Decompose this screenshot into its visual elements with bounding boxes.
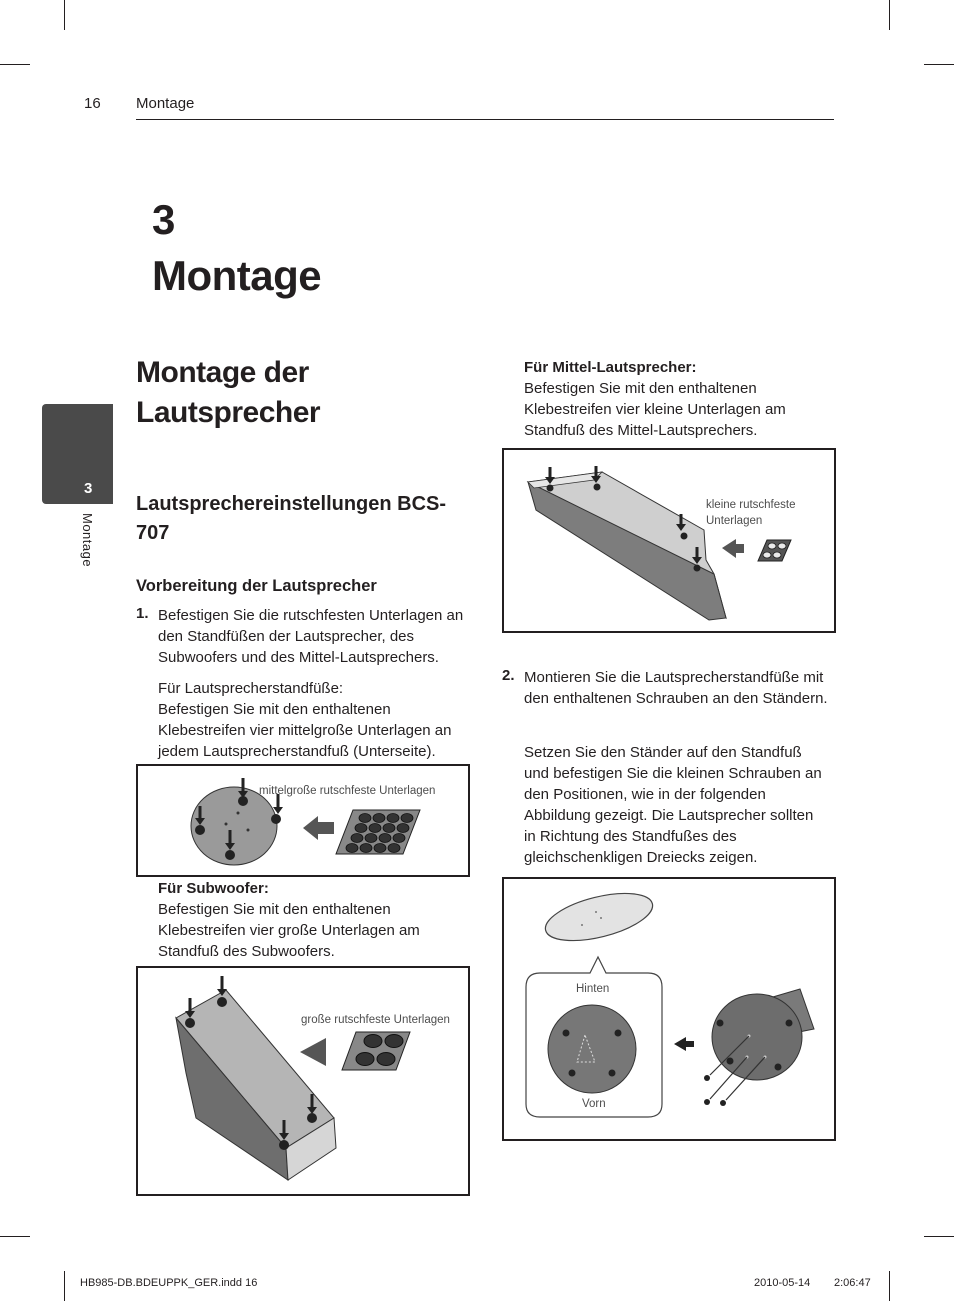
speaker-stand-label: Für Lautsprecherstandfüße: (158, 680, 344, 697)
speaker-stand-text: Befestigen Sie mit den enthaltenen Klebestreifen vier mittelgroße Unterlagen an jedem Lautsprecherstandfuß (Unterseite). (158, 701, 452, 760)
small-pads-label-line1: kleine rutschfeste (706, 499, 796, 511)
figure-speaker-stand-pads (136, 764, 470, 877)
front-label: Vorn (582, 1098, 606, 1110)
side-tab-label: Montage (80, 513, 95, 568)
small-pads-label (706, 497, 796, 529)
footer-time: 2:06:47 (834, 1277, 871, 1289)
medium-pads-label: mittelgroße rutschfeste Unterlagen (259, 785, 436, 797)
sub-subsection-heading: Vorbereitung der Lautsprecher (136, 577, 377, 595)
figure-subwoofer-pads (136, 966, 470, 1196)
speaker-stand-instructions (158, 678, 474, 762)
stand-assembly-illustration (504, 879, 834, 1139)
step-number: 1. (136, 605, 149, 622)
subwoofer-instructions (158, 878, 470, 962)
crop-mark (0, 1236, 30, 1237)
small-pads-label-line2: Unterlagen (706, 515, 763, 527)
subwoofer-text: Befestigen Sie mit den enthaltenen Klebestreifen vier große Unterlagen am Standfuß des Subwoofers. (158, 901, 420, 960)
header-section-title: Montage (136, 95, 195, 112)
step-number: 2. (502, 667, 515, 684)
section-heading: Montage der Lautsprecher (136, 356, 321, 429)
side-tab-number: 3 (84, 480, 93, 497)
figure-stand-assembly (502, 877, 836, 1141)
step-text: Montieren Sie die Lautsprecherstandfüße mit den enthaltenen Schrauben an den Ständern. (524, 669, 828, 707)
crop-mark (889, 1271, 890, 1301)
step-text: Befestigen Sie die rutschfesten Unterlagen an den Standfüßen der Lautsprecher, des Subwoofers und des Mittel-Lautsprechers. (158, 607, 464, 666)
crop-mark (64, 1271, 65, 1301)
step-text-detail: Setzen Sie den Ständer auf den Standfuß und befestigen Sie die kleinen Schrauben an den Positionen, wie in der folgenden Abbildung gezeigt. Die Lautsprecher sollten in Richtung des Standfußes des gleichschenkligen Dreiecks zeigen. (524, 744, 822, 866)
large-pads-label: große rutschfeste Unterlagen (301, 1014, 450, 1026)
center-speaker-label: Für Mittel-Lautsprecher: (524, 359, 697, 376)
crop-mark (889, 0, 890, 30)
chapter-title: Montage (152, 252, 322, 299)
center-speaker-illustration (504, 450, 834, 631)
chapter-heading (152, 192, 321, 304)
footer-date: 2010-05-14 (754, 1277, 811, 1289)
chapter-number: 3 (152, 196, 175, 243)
crop-mark (924, 64, 954, 65)
crop-mark (924, 1236, 954, 1237)
crop-mark (0, 64, 30, 65)
subsection-heading: Lautsprechereinstellungen BCS-707 (136, 493, 447, 544)
subwoofer-label: Für Subwoofer: (158, 880, 269, 897)
center-speaker-text: Befestigen Sie mit den enthaltenen Klebestreifen vier kleine Unterlagen am Standfuß des Mittel-Lautsprechers. (524, 380, 786, 439)
page-number: 16 (84, 95, 101, 112)
figure-center-speaker-pads (502, 448, 836, 633)
footer-file-name: HB985-DB.BDEUPPK_GER.indd 16 (80, 1277, 258, 1289)
header-rule (136, 119, 834, 120)
back-label: Hinten (576, 983, 610, 995)
center-speaker-instructions (524, 357, 834, 441)
chapter-side-tab (42, 404, 113, 504)
crop-mark (64, 0, 65, 30)
subwoofer-illustration (138, 968, 468, 1194)
